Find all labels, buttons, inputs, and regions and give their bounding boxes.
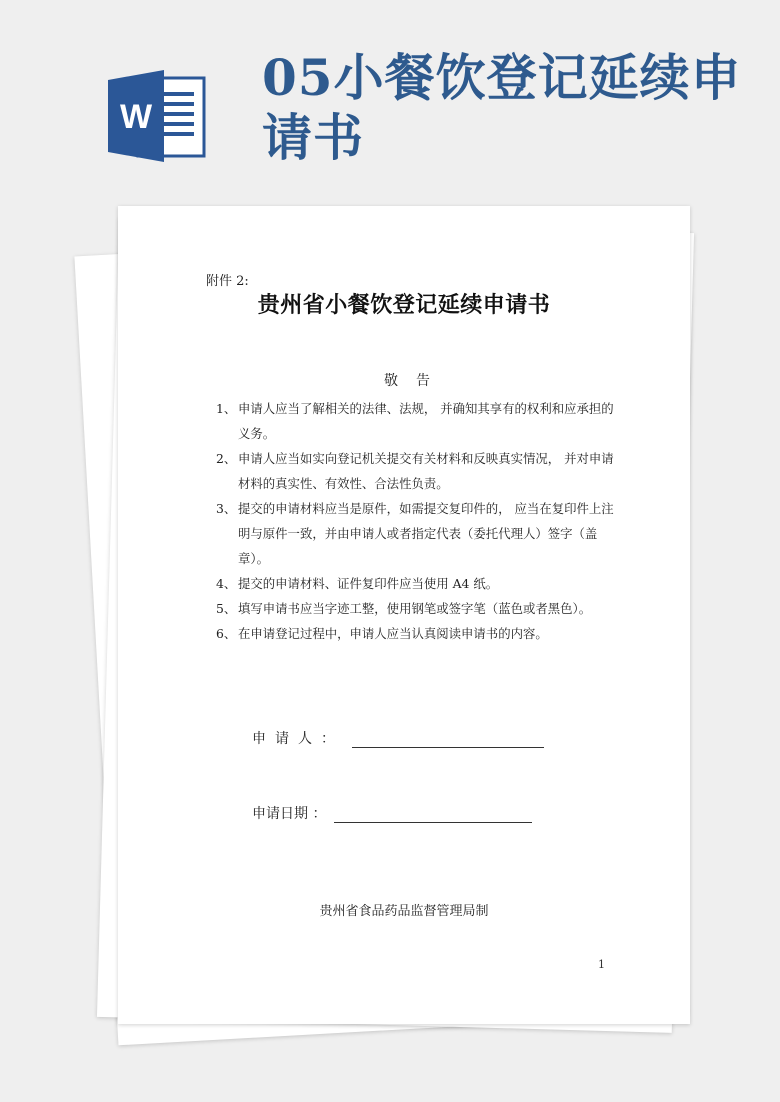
document-page [118, 206, 690, 1024]
list-item: 1、 申请人应当了解相关的法律、法规， 并确知其享有的权利和应承担的义务。 [216, 401, 614, 441]
notice-heading: 敬告 [384, 373, 448, 389]
applicant-label: 申请人： [252, 731, 344, 747]
list-item: 4、 提交的申请材料、证件复印件应当使用 A4 纸。 [216, 576, 499, 591]
date-label: 申请日期 ： [252, 806, 327, 822]
word-icon [108, 70, 206, 162]
list-item: 3、 提交的申请材料应当是原件，如需提交复印件的， 应当在复印件上注明与原件一致，并由申请人或者指定代表（委托代理人）签字（盖章）。 [216, 501, 614, 566]
date-line[interactable] [334, 804, 532, 823]
annex-label: 附件 2: [206, 274, 249, 289]
page-number: 1 [598, 958, 605, 971]
form-title: 贵州省小餐饮登记延续申请书 [257, 293, 551, 318]
applicant-field [252, 728, 544, 748]
list-item: 6、 在申请登记过程中，申请人应当认真阅读申请书的内容。 [216, 626, 548, 641]
issuer-text: 贵州省食品药品监督管理局制 [319, 904, 489, 919]
notice-list [216, 396, 616, 646]
svg-text:W: W [119, 98, 153, 136]
applicant-signature-line[interactable] [352, 729, 544, 748]
date-field [252, 803, 532, 823]
document-title: 05小餐饮登记延续申请书 [262, 48, 742, 167]
list-item: 5、 填写申请书应当字迹工整，使用钢笔或签字笔（蓝色或者黑色）。 [216, 601, 592, 616]
list-item: 2、 申请人应当如实向登记机关提交有关材料和反映真实情况， 并对申请材料的真实性、有效性、合法性负责。 [216, 451, 614, 491]
